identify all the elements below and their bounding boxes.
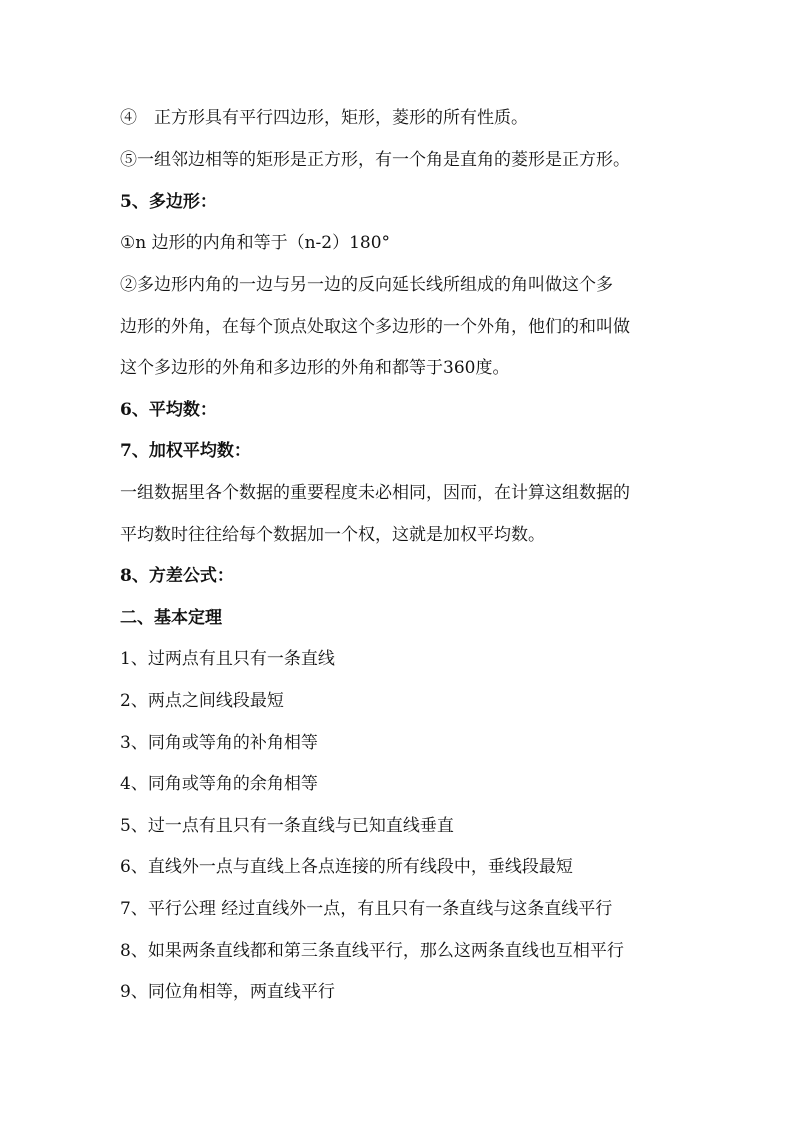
theorem-item-5: 5、过一点有且只有一条直线与已知直线垂直 [120, 816, 454, 836]
item-polygon-exterior-line-3: 这个多边形的外角和多边形的外角和都等于360度。 [120, 358, 510, 378]
weighted-mean-text-line-1: 一组数据里各个数据的重要程度未必相同，因而，在计算这组数据的 [120, 483, 630, 503]
theorem-item-4: 4、同角或等角的余角相等 [120, 774, 318, 794]
heading-weighted-mean: 7、加权平均数： [120, 441, 251, 461]
theorem-item-6: 6、直线外一点与直线上各点连接的所有线段中，垂线段最短 [120, 857, 573, 877]
heading-variance: 8、方差公式： [120, 566, 234, 586]
item-polygon-exterior-line-1: ②多边形内角的一边与另一边的反向延长线所组成的角叫做这个多 [120, 275, 613, 295]
item-square-properties: ④ 正方形具有平行四边形，矩形，菱形的所有性质。 [120, 108, 528, 128]
theorem-item-3: 3、同角或等角的补角相等 [120, 733, 318, 753]
theorem-item-2: 2、两点之间线段最短 [120, 691, 284, 711]
weighted-mean-text-line-2: 平均数时往往给每个数据加一个权，这就是加权平均数。 [120, 525, 545, 545]
item-polygon-interior-sum: ①n 边形的内角和等于（n-2）180° [120, 233, 391, 253]
theorem-item-7: 7、平行公理 经过直线外一点，有且只有一条直线与这条直线平行 [120, 899, 613, 919]
heading-polygon: 5、多边形： [120, 192, 217, 212]
theorem-item-9: 9、同位角相等，两直线平行 [120, 982, 335, 1002]
theorem-item-1: 1、过两点有且只有一条直线 [120, 649, 335, 669]
item-square-criteria: ⑤一组邻边相等的矩形是正方形，有一个角是直角的菱形是正方形。 [120, 150, 630, 170]
item-polygon-exterior-line-2: 边形的外角，在每个顶点处取这个多边形的一个外角，他们的和叫做 [120, 317, 630, 337]
heading-basic-theorems: 二、基本定理 [120, 608, 222, 628]
heading-mean: 6、平均数： [120, 400, 217, 420]
theorem-item-8: 8、如果两条直线都和第三条直线平行，那么这两条直线也互相平行 [120, 941, 624, 961]
